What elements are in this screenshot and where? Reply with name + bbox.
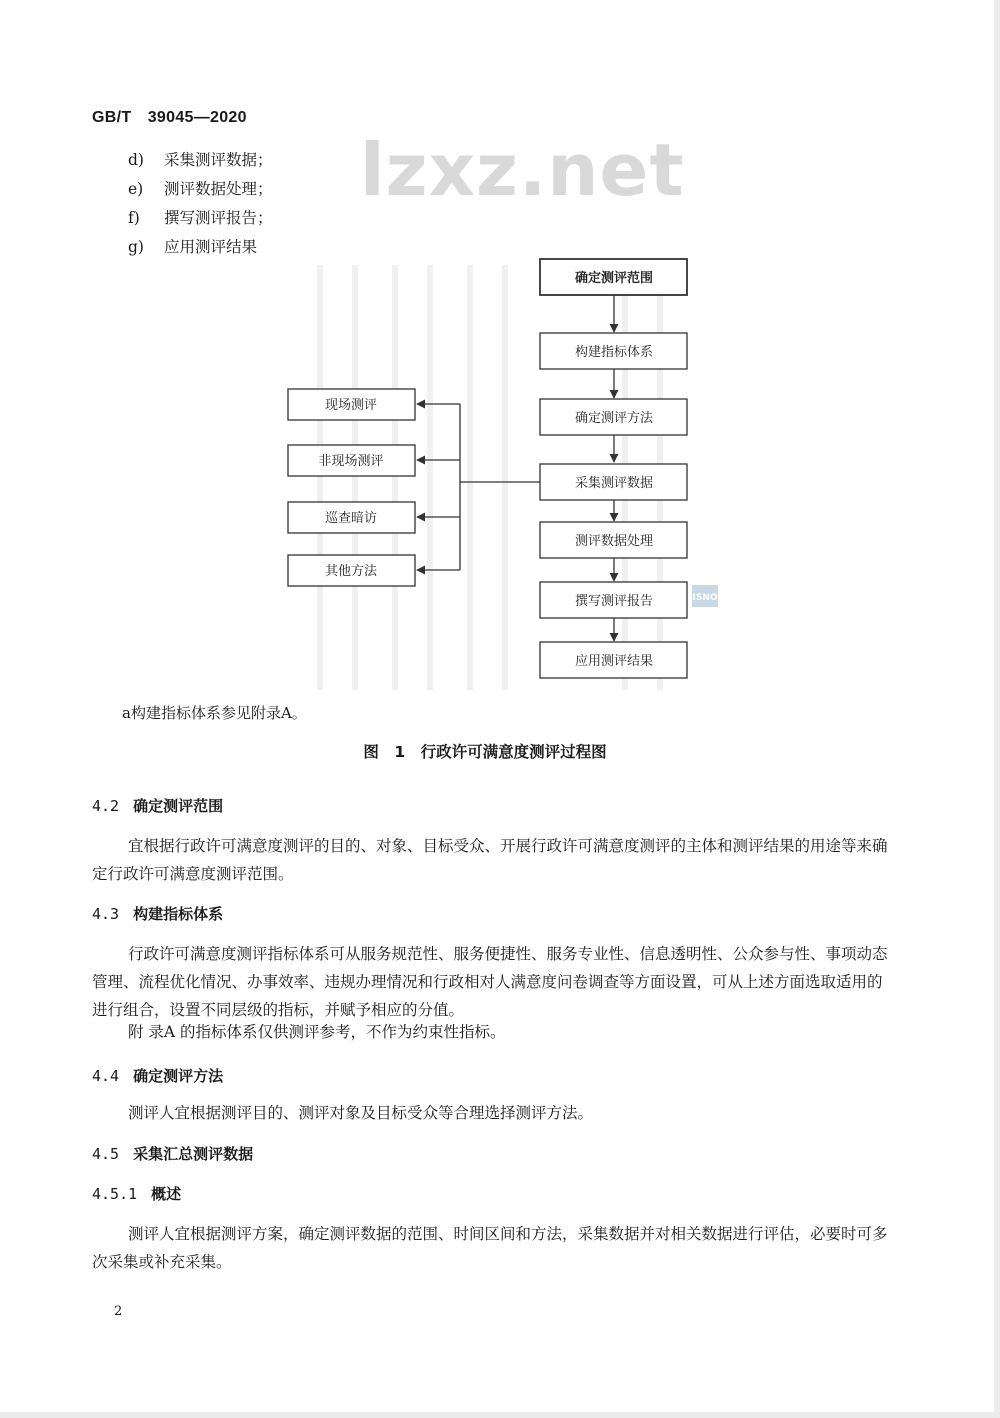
figure-caption: 图 1 行政许可满意度测评过程图	[363, 743, 607, 761]
paragraph-4-5-1: 测评人宜根据测评方案，确定测评数据的范围、时间区间和方法，采集数据并对相关数据进行评估，必要时可多次采集或补充采集。	[92, 1225, 888, 1271]
figure-note: a构建指标体系参见附录A。	[122, 704, 307, 722]
paragraph-4-3: 行政许可满意度测评指标体系可从服务规范性、服务便捷性、服务专业性、信息透明性、公众参与性、事项动态管理、流程优化情况、办事效率、违规办理情况和行政相对人满意度问卷调查等方面设置，可从上述方面选取适用的进行组合，设置不同层级的指标，并赋予相应的分值。	[92, 945, 888, 1019]
list-item-text: 应用测评结果	[164, 238, 258, 256]
step-label: 测评数据处理	[574, 534, 654, 549]
list-item-text: 采集测评数据；	[164, 151, 273, 169]
step-label: 构建指标体系	[574, 345, 654, 360]
paragraph-4-2: 宜根据行政许可满意度测评的目的、对象、目标受众、开展行政许可满意度测评的主体和测评结果的用途等来确定行政许可满意度测评范围。	[92, 837, 888, 883]
paragraph-4-3-note: 附 录A 的指标体系仅供测评参考，不作为约束性指标。	[128, 1023, 506, 1041]
paragraph-4-4: 测评人宜根据测评目的、测评对象及目标受众等合理选择测评方法。	[128, 1104, 594, 1122]
stamp-text: ISNO	[692, 593, 718, 603]
step-label: 采集测评数据	[574, 476, 654, 491]
watermark: lzxz.net	[360, 128, 685, 212]
list-marker: e)	[128, 180, 144, 198]
method-label: 现场测评	[324, 398, 378, 413]
section-number: 4.3	[92, 905, 120, 923]
step-label: 应用测评结果	[574, 654, 654, 669]
section-title: 采集汇总测评数据	[133, 1145, 254, 1163]
section-title: 概述	[151, 1185, 182, 1203]
method-label: 非现场测评	[318, 454, 384, 469]
section-heading-4-3	[92, 903, 223, 924]
method-label: 其他方法	[324, 564, 378, 579]
section-heading-4-5	[92, 1143, 253, 1164]
page-number: 2	[114, 1304, 123, 1319]
page-edge	[0, 1412, 1000, 1418]
section-number: 4.5	[92, 1145, 120, 1163]
step-label: 确定测评方法	[574, 411, 654, 426]
section-heading-4-2	[92, 795, 223, 816]
section-title: 构建指标体系	[133, 905, 224, 923]
section-number: 4.2	[92, 797, 120, 815]
flowchart-diagram	[0, 0, 1000, 700]
standard-id-header: GB/T 39045—2020	[92, 109, 247, 126]
section-heading-4-5-1	[92, 1183, 181, 1204]
method-label: 巡查暗访	[324, 511, 378, 526]
list-marker: g)	[128, 238, 144, 256]
section-heading-4-4	[92, 1065, 223, 1086]
list-item-text: 撰写测评报告；	[164, 209, 273, 227]
section-title: 确定测评范围	[133, 797, 224, 815]
section-number: 4.4	[92, 1067, 120, 1085]
list-marker: f)	[128, 209, 140, 227]
section-title: 确定测评方法	[133, 1067, 224, 1085]
list-item-text: 测评数据处理；	[164, 180, 273, 198]
step-label: 撰写测评报告	[574, 594, 654, 609]
section-number: 4.5.1	[92, 1185, 138, 1203]
list-marker: d)	[128, 151, 144, 169]
step-label: 确定测评范围	[574, 271, 654, 286]
